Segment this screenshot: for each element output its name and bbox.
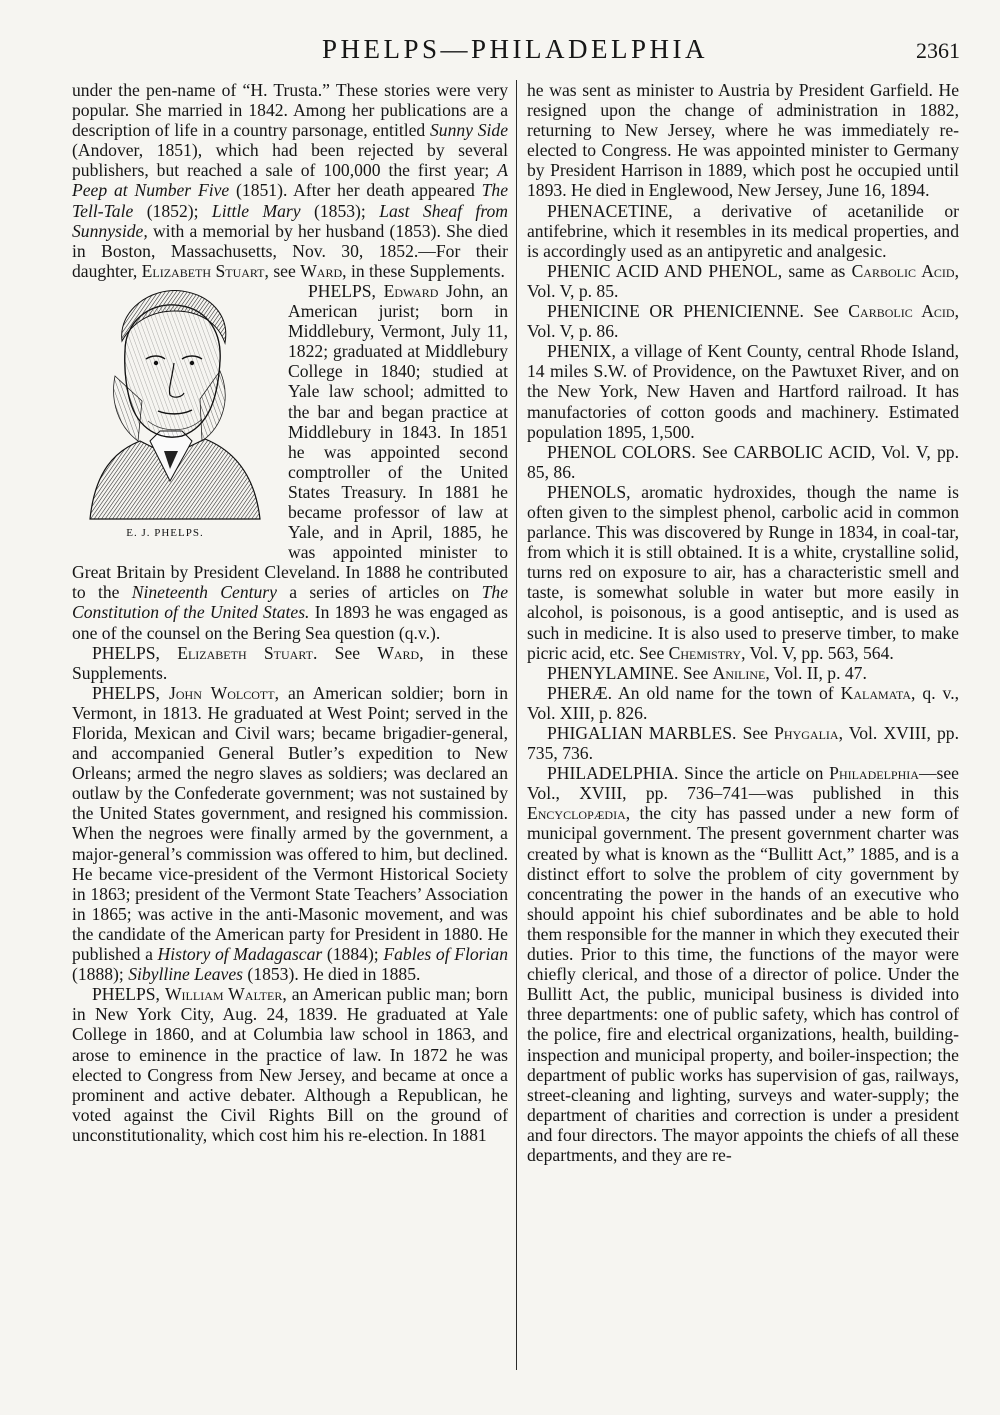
entry-phelps-elizabeth-stuart: PHELPS, Elizabeth Stuart. See Ward, in these Supplements. — [72, 642, 508, 683]
entry-phelps-edward-john: PHELPS, Edward E. J. PHELPS. John, an American jurist; born in Middlebury, Vermont, July 11, 1822; graduated at Middlebury College in 1840; studied at Yale law school; admitted to the bar and began practice at Middlebury in 1843. In 1851 he was appointed second comptroller of the United States Treasury. In 1881 he became professor of law at Yale, and in April, 1885, he was appointed minister to Great Britain by President Cleveland. In 1888 he contributed to the Nineteenth Century a series of articles on The Constitution of the United States. In 1893 he was engaged as one of the counsel on the Bering Sea question (q.v.). — [72, 280, 508, 643]
portrait-engraving — [70, 281, 270, 521]
entry-phenols: PHENOLS, aromatic hydroxides, though the name is often given to the simplest phenol, carbolic acid in common parlance. This was discovered by Runge in 1834, in coal-tar, from which it is still obtained. It is a white, crystalline solid, turns red on exposure to air, has a characteristic smell and taste, is somewhat soluble in water but more easily in alcohol, is poisonous, is a good antiseptic, and is used as such in medicine. It is also used to preserve timber, to make picric acid, etc. See Chemistry, Vol. V, pp. 563, 564. — [527, 481, 959, 663]
entry-phelps-william-walter: PHELPS, William Walter, an American public man; born in New York City, Aug. 24, 1839. He graduated at Yale College in 1860, and at Columbia law school in 1863, and arose to eminence in the practice of law. In 1872 he was elected to Congress from New Jersey, and became at once a prominent and active debater. Although a Republican, he voted against the Civil Rights Bill on the ground of unconstitutionality, which cost him his re-election. In 1881 — [72, 984, 509, 1145]
entry-phelps-john-wolcott: PHELPS, John Wolcott, an American soldier; born in Vermont, in 1813. He graduated at West Point; served in the Florida, Mexican and Civil wars; became brigadier-general, and accompanied General Butler’s expedition to New Orleans; armed the negro slaves as soldiers; was declared an outlaw by the Confederate government; was not sustained by the United States government, and resigned his commission. When the negroes were finally armed by the government, a major-general’s commission was offered to him, but declined. He became vice-president of the Vermont Historical Society in 1863; president of the Vermont State Teachers’ Association in 1865; was active in the anti-Masonic movement, and was the candidate of the American party for President in 1880. He published a History of Madagascar (1884); Fables of Florian (1888); Sibylline Leaves (1853). He died in 1885. — [72, 682, 508, 985]
page-title: PHELPS—PHILADELPHIA — [321, 34, 709, 64]
entry-phenol-colors: PHENOL COLORS. See CARBOLIC ACID, Vol. V, pp. 85, 86. — [527, 441, 959, 482]
column-rule — [516, 80, 517, 1370]
entry-pherae: PHERÆ. An old name for the town of Kalamata, q. v., Vol. XIII, p. 826. — [527, 682, 960, 723]
entry-phenylamine: PHENYLAMINE. See Aniline, Vol. II, p. 47. — [547, 662, 867, 683]
entry-phenicine: PHENICINE OR PHENICIENNE. See Carbolic Acid, Vol. V, p. 86. — [527, 301, 959, 342]
entry-phigalian-marbles: PHIGALIAN MARBLES. See Phygalia, Vol. XVIII, pp. 735, 736. — [527, 723, 959, 764]
entry-phenacetine: PHENACETINE, a derivative of acetanilide or antifebrine, which it resembles in its medical properties, and is accordingly used as an antipyretic and analgesic. — [527, 200, 959, 261]
entry-phenic-acid: PHENIC ACID AND PHENOL, same as Carbolic Acid, Vol. V, p. 85. — [527, 260, 959, 301]
portrait-caption: E. J. PHELPS. — [126, 526, 204, 539]
entry-continuation-trusta: under the pen-name of “H. Trusta.” These stories were very popular. She married in 1842. Among her publications are a description of life in a country parsonage, entitled Sunny Side (Andover, 1851), which had been rejected by several publishers, but reached a sale of 100,000 the first year; A Peep at Number Five (1851). After her death appeared The Tell-Tale (1852); Little Mary (1853); Last Sheaf from Sunnyside, with a memorial by her husband (1853). She died in Boston, Massachusetts, Nov. 30, 1852.—For their daughter, Elizabeth Stuart, see Ward, in these Supplements. — [72, 80, 509, 281]
right-column — [527, 80, 959, 1165]
portrait-figure — [70, 281, 280, 543]
left-column — [72, 80, 508, 1145]
page-number: 2361 — [916, 38, 960, 63]
entry-phenix: PHENIX, a village of Kent County, central Rhode Island, 14 miles S.W. of Providence, on the Pawtuxet River, and on the New York, New Haven and Hartford railroad. It has manufactories of cotton goods and machinery. Estimated population 1895, 1,500. — [527, 341, 959, 442]
running-head — [70, 34, 960, 68]
entry-philadelphia: PHILADELPHIA. Since the article on Philadelphia—see Vol., XVIII, pp. 736–741—was published in this Encyclopædia, the city has passed under a new form of municipal government. The present government charter was created by what is known as the “Bullitt Act,” 1885, and is a distinct effort to solve the problem of city government by concentrating the power in the hands of an executive who should appoint his chief subordinates and be able to hold them responsible for the manner in which they executed their duties. Prior to this time, the functions of the mayor were chiefly clerical, and those of a director of police. Under the Bullitt Act, the public, municipal business is divided into three departments: one of public safety, which has control of the police, fire and electrical organizations, health, building-inspection and municipal property, and boiler-inspection; the department of public works has supervision of gas, railways, street-cleaning and lighting, surveys and water-supply; the department of charities and correction is under a president and four directors. The mayor appoints the chiefs of all these departments, and they are re- — [527, 763, 959, 1165]
entry-continuation-phelps-william: he was sent as minister to Austria by President Garfield. He resigned upon the change of administration in 1882, returning to New Jersey, where he was immediately re-elected to Congress. He was appointed minister to Germany by President Harrison in 1889, which post he occupied until 1893. He died in Englewood, New Jersey, June 16, 1894. — [527, 80, 959, 201]
